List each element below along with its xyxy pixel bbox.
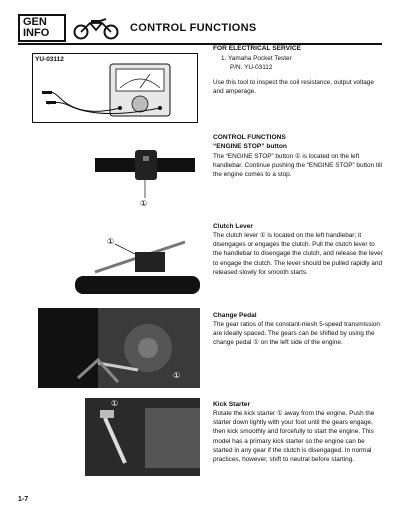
engine-stop-callout: ① <box>140 199 148 208</box>
tool-heading: FOR ELECTRICAL SERVICE <box>213 45 302 52</box>
clutch-lever-photo <box>75 222 200 297</box>
header-rule <box>18 43 382 45</box>
kick-starter-body: Rotate the kick starter ① away from the engine. Push the starter down lightly with your foot until the gears engage, then kick smoothly and forcefully to start the engine. This model has a primary kick starter so the engine can be started in any gear if the clutch is disengaged. In normal practices, however, shift to neutral before starting. <box>213 410 375 464</box>
change-pedal-heading: Change Pedal <box>213 312 257 319</box>
tool-item: 1. Yamaha Pocket Tester <box>221 55 292 62</box>
tool-part-number: P/N. YU-03112 <box>230 64 273 71</box>
clutch-heading: Clutch Lever <box>213 223 253 230</box>
engine-stop-photo <box>95 140 195 210</box>
clutch-callout: ① <box>107 237 115 246</box>
kick-starter-photo <box>85 398 200 476</box>
motorcycle-icon <box>70 16 122 40</box>
tool-code-label: YU-03112 <box>35 56 64 63</box>
pocket-tester-illustration <box>40 58 190 120</box>
change-pedal-photo <box>38 308 200 388</box>
control-functions-heading: CONTROL FUNCTIONS <box>213 134 286 141</box>
badge-top-text: GEN <box>23 16 47 28</box>
engine-stop-heading: “ENGINE STOP” button <box>213 143 287 150</box>
page-title: CONTROL FUNCTIONS <box>130 22 257 34</box>
tool-description: Use this tool to inspect the coil resistance, output voltage and amperage. <box>213 79 374 96</box>
page-number: 1-7 <box>18 496 29 503</box>
kick-starter-callout: ① <box>111 399 119 408</box>
change-pedal-callout: ① <box>173 371 181 380</box>
badge-bottom-text: INFO <box>23 27 50 39</box>
engine-stop-body: The “ENGINE STOP” button ① is located on the left handlebar. Continue pushing the “ENGINE STOP” button till the engine comes to a stop. <box>213 153 382 179</box>
gen-info-badge <box>18 14 66 42</box>
change-pedal-body: The gear ratios of the constant-mesh 5-speed transmission are ideally spaced. The gears can be shifted by using the change pedal ① on the left side of the engine. <box>213 321 380 347</box>
kick-starter-heading: Kick Starter <box>213 401 251 408</box>
clutch-body: The clutch lever ① is located on the left handlebar; it disengages or engages the clutch. Pull the clutch lever to the handlebar to disengage the clutch, and release the lever to engage the clutch. The lever should be pulled rapidly and released slowly for smooth starts. <box>213 232 383 276</box>
